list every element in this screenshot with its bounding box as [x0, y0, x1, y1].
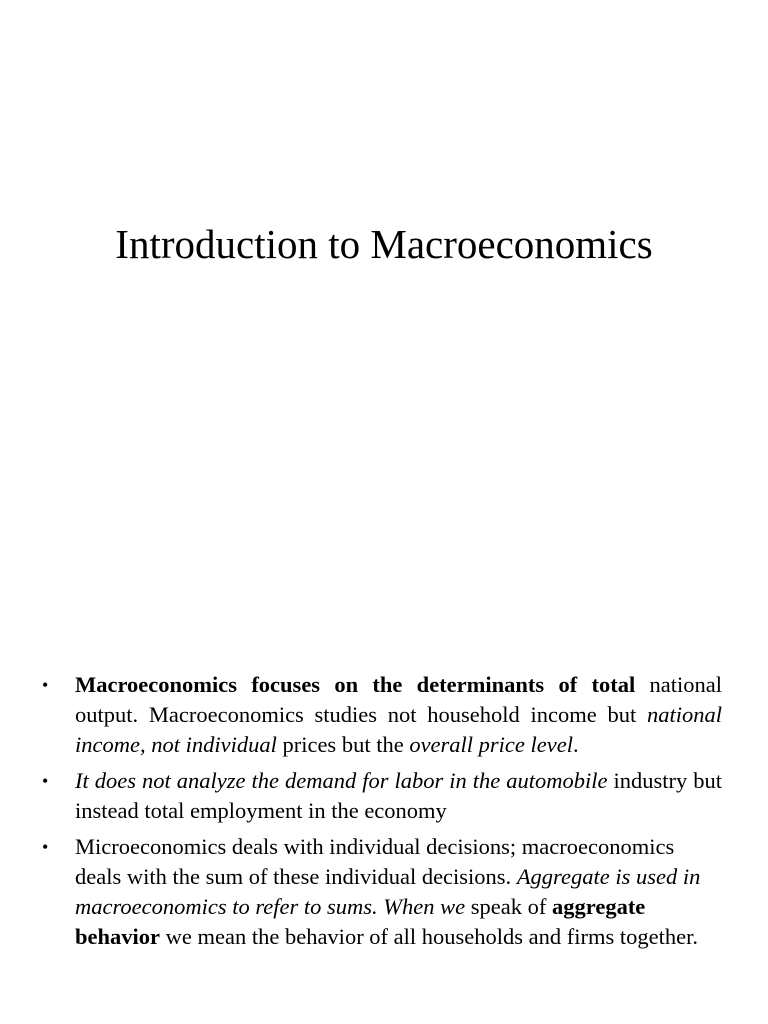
bullet-marker: •	[42, 675, 49, 695]
bullet-text-segment: national output. Macroeconomics studies not household income but	[75, 672, 722, 727]
bullet-text-segment: Macroeconomics focuses on the determinants of total	[75, 672, 636, 697]
bullet-text-segment: we mean the behavior of all households and firms together.	[160, 924, 698, 949]
bullet-text-segment: It does not analyze the demand for labor in the automobile	[75, 768, 608, 793]
bullet-text-segment: .	[573, 732, 579, 757]
bullet-text-segment: Microeconomics deals with individual decisions; macroeconomics deals with the sum of these individual decisions.	[75, 834, 675, 889]
bullet-text-segment: national income, not individual	[75, 702, 722, 757]
bullet-item-aggregate-behavior	[40, 832, 722, 952]
bullet-marker: •	[42, 837, 49, 857]
bullet-list	[40, 670, 722, 958]
bullet-text-segment: speak of	[465, 894, 552, 919]
bullet-item-macro-definition	[40, 670, 722, 760]
bullet-text-segment: prices but the	[276, 732, 410, 757]
bullet-text-segment: industry but instead total employment in the economy	[75, 768, 722, 823]
bullet-marker: •	[42, 771, 49, 791]
bullet-item-labor-demand	[40, 766, 722, 826]
bullet-text-segment: Aggregate is used in macroeconomics to refer to sums. When we	[75, 864, 701, 919]
bullet-text-segment: aggregate behavior	[75, 894, 646, 949]
slide-title: Introduction to Macroeconomics	[115, 221, 653, 267]
bullet-text-segment: overall price level	[409, 732, 573, 757]
